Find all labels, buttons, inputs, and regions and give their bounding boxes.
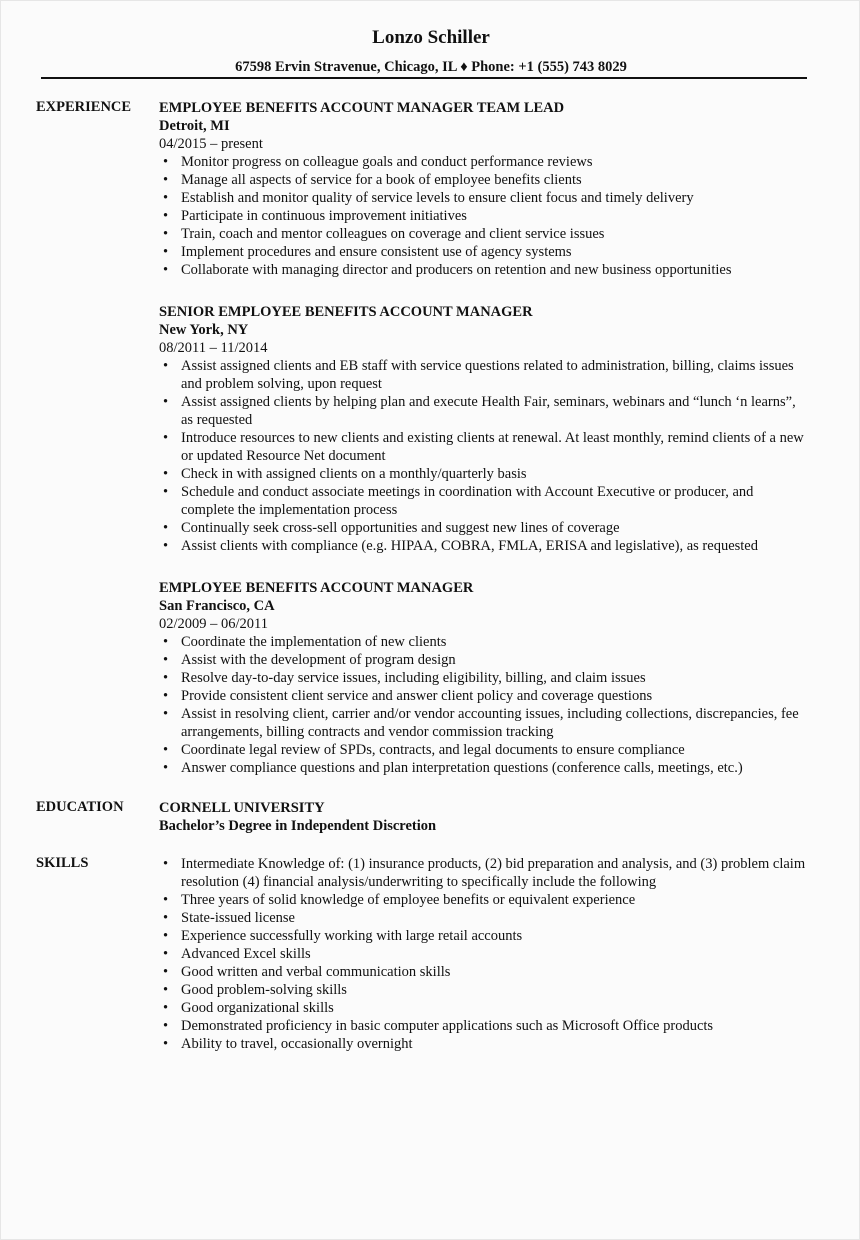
job-title: SENIOR EMPLOYEE BENEFITS ACCOUNT MANAGER	[159, 304, 533, 320]
header-divider	[41, 77, 807, 79]
list-item: • Introduce resources to new clients and existing clients at renewal. At least monthly, remind clients of a new or updated Resource Net document	[159, 429, 809, 465]
jobs-list	[159, 99, 809, 777]
degree: Bachelor’s Degree in Independent Discretion	[159, 818, 437, 834]
list-item: • Assist clients with compliance (e.g. HIPAA, COBRA, FMLA, ERISA and legislative), as requested	[159, 537, 809, 555]
job-entry	[159, 579, 809, 777]
skill-item: • Good written and verbal communication skills	[159, 963, 809, 981]
list-item: • Participate in continuous improvement initiatives	[159, 207, 809, 225]
list-item: • Establish and monitor quality of service levels to ensure client focus and timely delivery	[159, 189, 809, 207]
job-dates: 02/2009 – 06/2011	[159, 616, 269, 632]
list-item: • Implement procedures and ensure consistent use of agency systems	[159, 243, 809, 261]
job-dates: 04/2015 – present	[159, 136, 263, 152]
skill-item: • State-issued license	[159, 909, 809, 927]
experience-section	[36, 99, 816, 801]
skill-item: • Ability to travel, occasionally overnight	[159, 1035, 809, 1053]
list-item: • Provide consistent client service and answer client policy and coverage questions	[159, 687, 809, 705]
job-dates: 08/2011 – 11/2014	[159, 340, 268, 356]
section-label: EDUCATION	[36, 799, 124, 815]
list-item: • Check in with assigned clients on a monthly/quarterly basis	[159, 465, 809, 483]
job-title: EMPLOYEE BENEFITS ACCOUNT MANAGER	[159, 580, 474, 596]
skill-item: • Good organizational skills	[159, 999, 809, 1017]
job-entry	[159, 99, 809, 279]
skill-item: • Demonstrated proficiency in basic computer applications such as Microsoft Office products	[159, 1017, 809, 1035]
list-item: • Resolve day-to-day service issues, including eligibility, billing, and claim issues	[159, 669, 809, 687]
list-item: • Answer compliance questions and plan interpretation questions (conference calls, meetings, etc.)	[159, 759, 809, 777]
list-item: • Schedule and conduct associate meetings in coordination with Account Executive or producer, and complete the implementation process	[159, 483, 809, 519]
list-item: • Assist in resolving client, carrier and/or vendor accounting issues, including collections, discrepancies, fee arrangements, billing contracts and vendor commission tracking	[159, 705, 809, 741]
candidate-name: Lonzo Schiller	[372, 27, 490, 48]
contact-line: 67598 Ervin Stravenue, Chicago, IL ♦ Phone: +1 (555) 743 8029	[235, 59, 627, 75]
job-location: New York, NY	[159, 322, 249, 338]
list-item: • Manage all aspects of service for a book of employee benefits clients	[159, 171, 809, 189]
education-section	[36, 799, 816, 835]
section-label: EXPERIENCE	[36, 99, 132, 115]
skill-item: • Three years of solid knowledge of employee benefits or equivalent experience	[159, 891, 809, 909]
skill-item: • Experience successfully working with large retail accounts	[159, 927, 809, 945]
school-name: CORNELL UNIVERSITY	[159, 800, 325, 816]
job-bullets	[159, 153, 809, 279]
section-label: SKILLS	[36, 855, 89, 871]
job-bullets	[159, 633, 809, 777]
job-location: San Francisco, CA	[159, 598, 275, 614]
job-title: EMPLOYEE BENEFITS ACCOUNT MANAGER TEAM LEAD	[159, 100, 565, 116]
list-item: • Assist assigned clients by helping plan and execute Health Fair, seminars, webinars and “lunch ‘n learns”, as requested	[159, 393, 809, 429]
list-item: • Train, coach and mentor colleagues on coverage and client service issues	[159, 225, 809, 243]
list-item: • Monitor progress on colleague goals and conduct performance reviews	[159, 153, 809, 171]
job-location: Detroit, MI	[159, 118, 230, 134]
job-entry	[159, 303, 809, 555]
skill-item: • Intermediate Knowledge of: (1) insurance products, (2) bid preparation and analysis, and (3) problem claim resolution (4) financial analysis/underwriting to specifically include the following	[159, 855, 809, 891]
list-item: • Collaborate with managing director and producers on retention and new business opportunities	[159, 261, 809, 279]
list-item: • Continually seek cross-sell opportunities and suggest new lines of coverage	[159, 519, 809, 537]
skill-item: • Good problem-solving skills	[159, 981, 809, 999]
list-item: • Assist with the development of program design	[159, 651, 809, 669]
skills-section	[36, 855, 816, 1053]
skills-list	[159, 855, 809, 1053]
list-item: • Coordinate legal review of SPDs, contracts, and legal documents to ensure compliance	[159, 741, 809, 759]
skill-item: • Advanced Excel skills	[159, 945, 809, 963]
job-bullets	[159, 357, 809, 555]
list-item: • Assist assigned clients and EB staff with service questions related to administration, billing, claims issues and problem solving, upon request	[159, 357, 809, 393]
list-item: • Coordinate the implementation of new clients	[159, 633, 809, 651]
